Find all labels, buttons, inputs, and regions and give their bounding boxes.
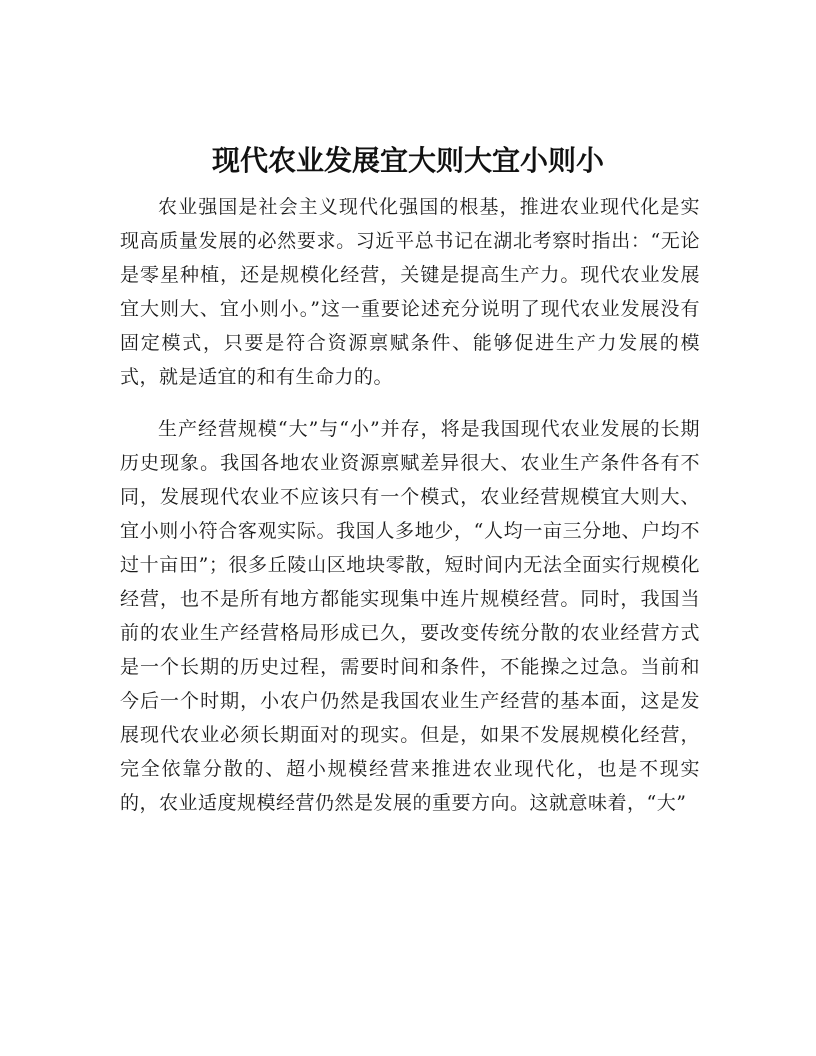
paragraph-1: 农业强国是社会主义现代化强国的根基，推进农业现代化是实现高质量发展的必然要求。习近平总书记在湖北考察时指出：“无论是零星种植，还是规模化经营，关键是提高生产力。现代农业发展宜大则大、宜小则小。”这一重要论述充分说明了现代农业发展没有固定模式，只要是符合资源禀赋条件、能够促进生产力发展的模式，就是适宜的和有生命力的。 [120, 196, 700, 388]
document-body [120, 190, 700, 838]
document-title: 现代农业发展宜大则大宜小则小 [211, 144, 604, 177]
paragraph-2: 生产经营规模“大”与“小”并存，将是我国现代农业发展的长期历史现象。我国各地农业资源禀赋差异很大、农业生产条件各有不同，发展现代农业不应该只有一个模式，农业经营规模宜大则大、宜小则小符合客观实际。我国人多地少，“人均一亩三分地、户均不过十亩田”；很多丘陵山区地块零散，短时间内无法全面实行规模化经营，也不是所有地方都能实现集中连片规模经营。同时，我国当前的农业生产经营格局形成已久，要改变传统分散的农业经营方式是一个长期的历史过程，需要时间和条件，不能操之过急。当前和今后一个时期，小农户仍然是我国农业生产经营的基本面，这是发展现代农业必须长期面对的现实。但是，如果不发展规模化经营，完全依靠分散的、超小规模经营来推进农业现代化，也是不现实的，农业适度规模经营仍然是发展的重要方向。这就意味着，“大” [120, 418, 700, 814]
